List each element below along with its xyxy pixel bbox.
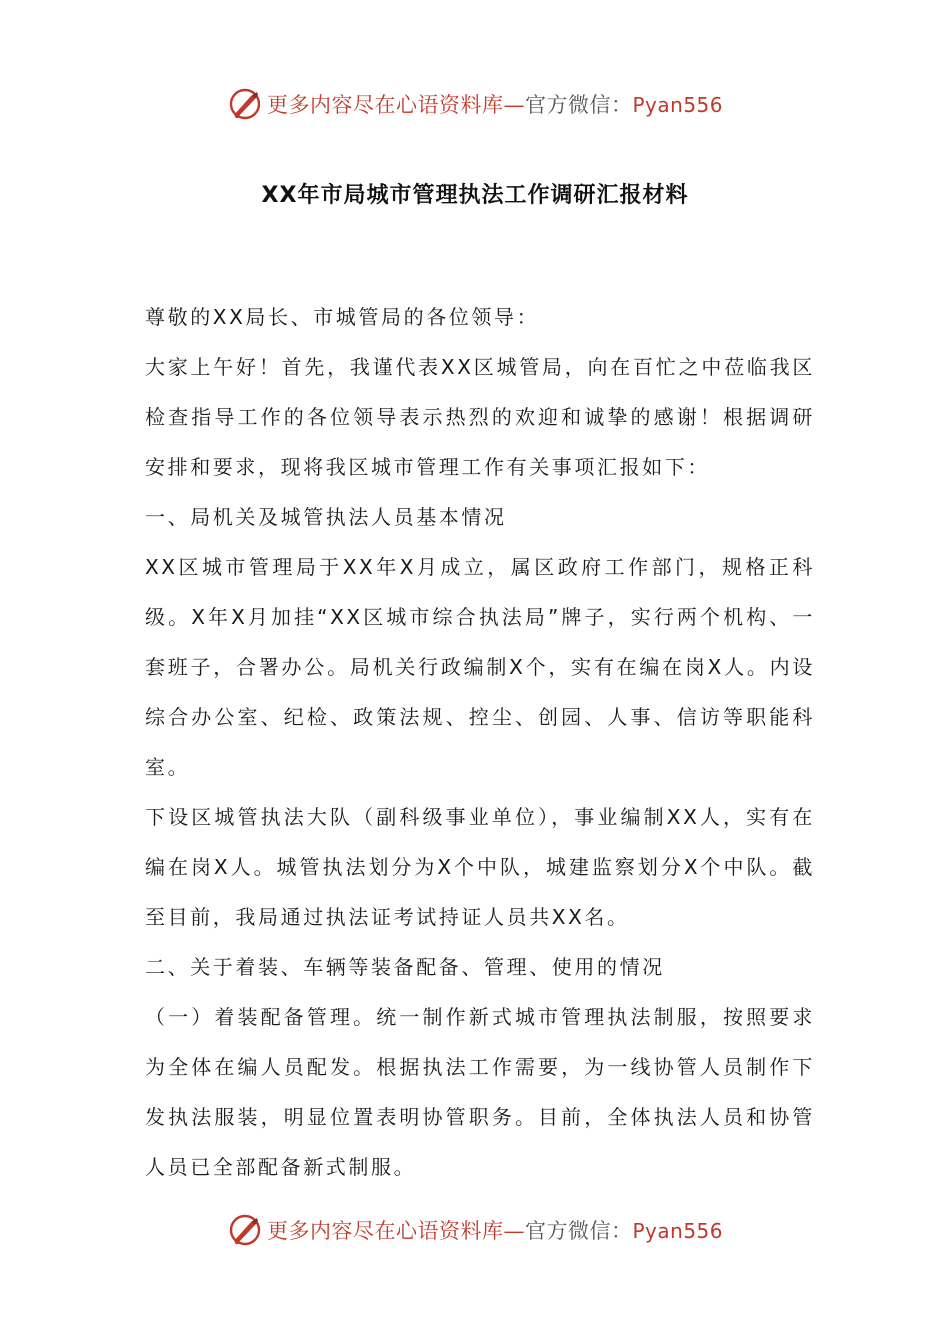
section-heading-1: 一、局机关及城管执法人员基本情况 [145, 505, 507, 529]
opening-paragraph: 大家上午好！首先，我谨代表XX区城管局，向在百忙之中莅临我区检查指导工作的各位领导表示热烈的欢迎和诚挚的感谢！根据调研安排和要求，现将我区城市管理工作有关事项汇报如下： [145, 355, 815, 479]
watermark-wechat-id: Pyan556 [632, 93, 723, 117]
pen-logo-icon [227, 1212, 263, 1248]
watermark-dash: — [503, 93, 525, 117]
pen-logo-icon [227, 86, 263, 122]
body-paragraph: 下设区城管执法大队（副科级事业单位），事业编制XX人，实有在编在岗X人。城管执法划分为X个中队，城建监察划分X个中队。截至目前，我局通过执法证考试持证人员共XX名。 [145, 805, 815, 929]
body-paragraph: XX区城市管理局于XX年X月成立，属区政府工作部门，规格正科级。X年X月加挂“XX区城市综合执法局”牌子，实行两个机构、一套班子，合署办公。局机关行政编制X个，实有在编在岗X人。内设综合办公室、纪检、政策法规、控尘、创园、人事、信访等职能科室。 [145, 555, 815, 779]
watermark-wechat-id: Pyan556 [632, 1219, 723, 1243]
document-title: XX年市局城市管理执法工作调研汇报材料 [261, 183, 689, 208]
watermark-main-text: 更多内容尽在心语资料库 [266, 93, 504, 117]
header-watermark-banner [0, 82, 950, 126]
body-paragraph: （一）着装配备管理。统一制作新式城市管理执法制服，按照要求为全体在编人员配发。根据执法工作需要，为一线协管人员制作下发执法服装，明显位置表明协管职务。目前，全体执法人员和协管人员已全部配备新式制服。 [145, 1005, 815, 1179]
salutation-paragraph: 尊敬的XX局长、市城管局的各位领导： [145, 305, 540, 329]
footer-watermark-banner [0, 1208, 950, 1252]
watermark-official-label: 官方微信： [524, 93, 633, 117]
watermark-text [267, 89, 723, 119]
watermark-text [267, 1215, 723, 1245]
watermark-dash: — [503, 1219, 525, 1243]
section-heading-2: 二、关于着装、车辆等装备配备、管理、使用的情况 [145, 955, 665, 979]
watermark-main-text: 更多内容尽在心语资料库 [266, 1219, 504, 1243]
watermark-official-label: 官方微信： [524, 1219, 633, 1243]
document-body [145, 292, 815, 1192]
